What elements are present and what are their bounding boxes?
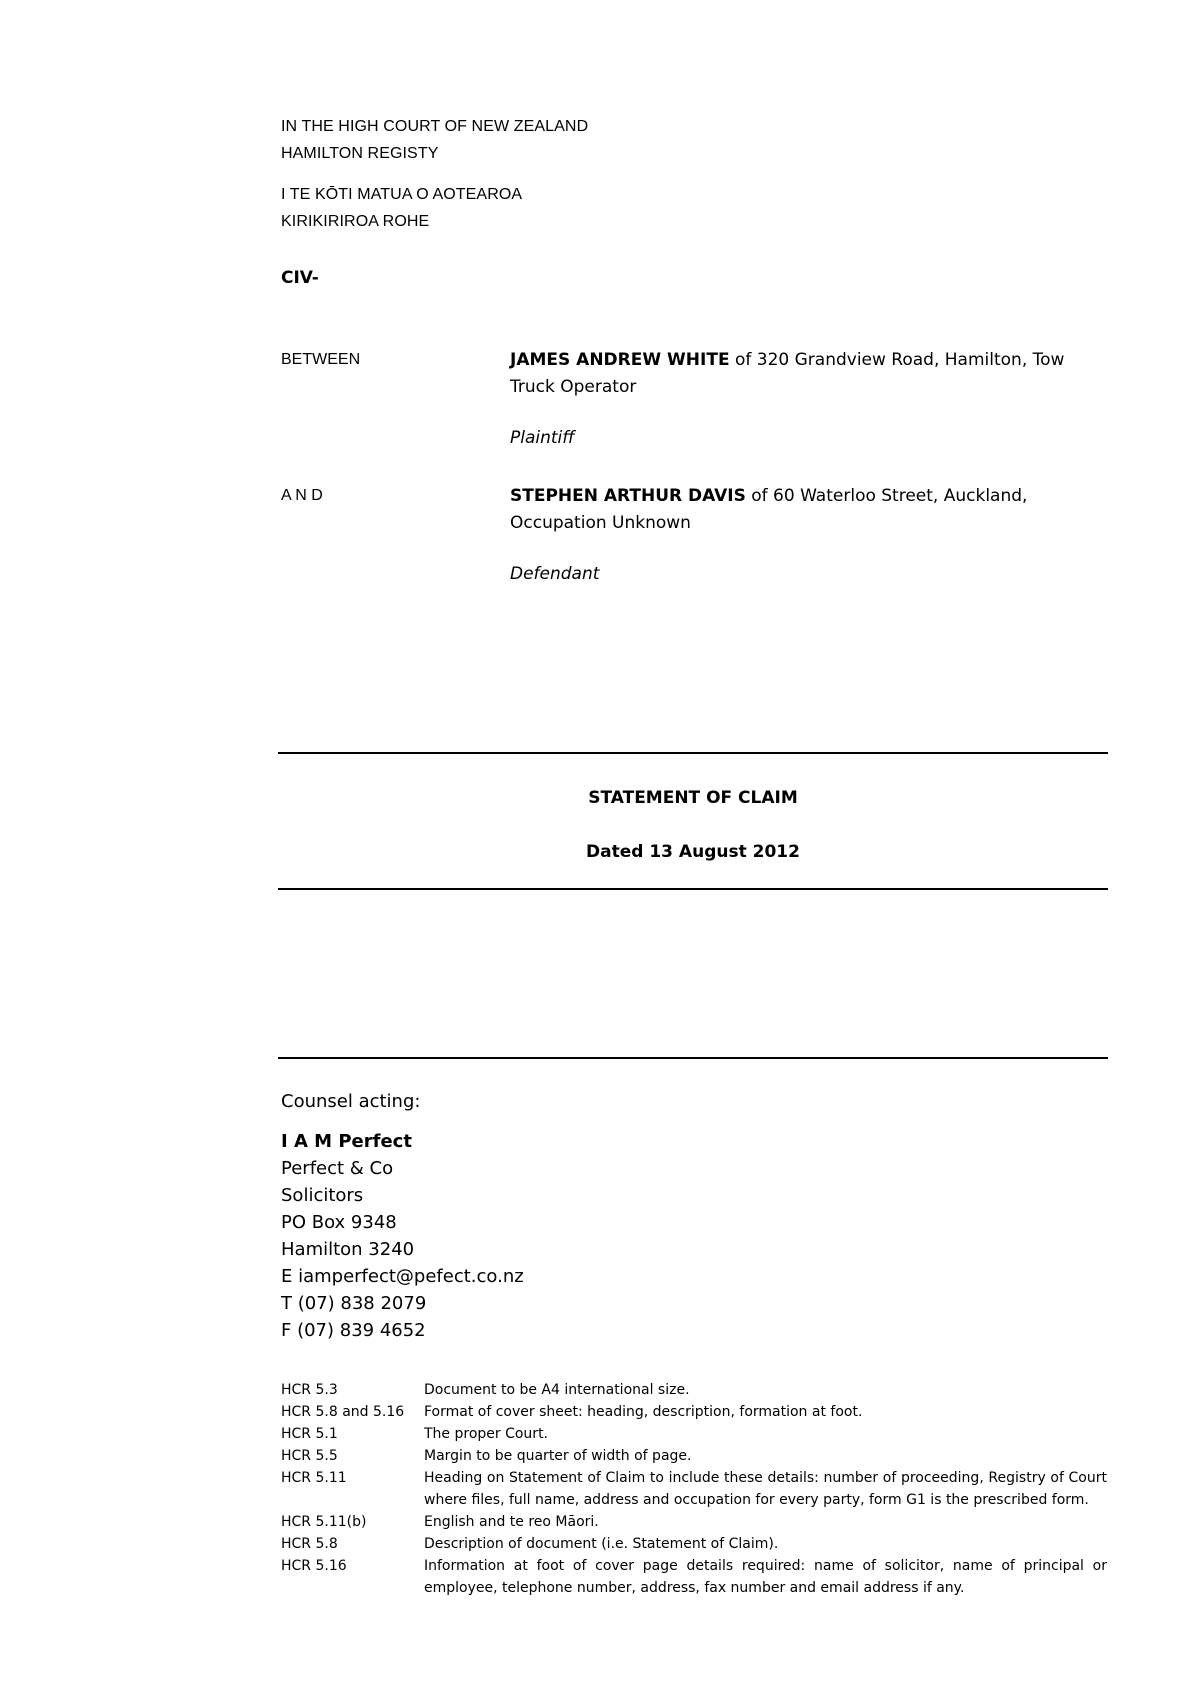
between-label: BETWEEN [281,351,361,368]
counsel-block [281,1088,524,1344]
rules-notes-table [281,1379,1107,1599]
rule-row [281,1379,1107,1401]
rule-ref: HCR 5.8 and 5.16 [281,1404,405,1420]
rule-row [281,1423,1107,1445]
counsel-heading: Counsel acting: [281,1091,421,1112]
plaintiff-name: JAMES ANDREW WHITE [510,350,730,370]
rule-text: The proper Court. [424,1426,549,1442]
rule-row [281,1401,1107,1423]
document-date: Dated 13 August 2012 [586,842,800,862]
counsel-city: Hamilton 3240 [281,1239,415,1260]
defendant-role: Defendant [510,564,600,584]
title-rule-bottom [278,888,1108,890]
rule-row [281,1533,1107,1555]
counsel-email: E iamperfect@pefect.co.nz [281,1266,524,1287]
counsel-fax: F (07) 839 4652 [281,1320,426,1341]
rule-ref: HCR 5.5 [281,1448,338,1464]
registry-maori: KIRIKIRIROA ROHE [281,213,430,230]
rule-ref: HCR 5.16 [281,1558,347,1574]
rule-ref: HCR 5.1 [281,1426,338,1442]
counsel-name: I A M Perfect [281,1131,412,1152]
counsel-role: Solicitors [281,1185,364,1206]
rule-ref: HCR 5.8 [281,1536,338,1552]
defendant-description [510,483,1100,537]
rule-ref: HCR 5.3 [281,1382,338,1398]
court-name-maori: I TE KŌTI MATUA O AOTEAROA [281,186,523,203]
proceeding-number: CIV- [281,268,319,288]
rule-row [281,1555,1107,1599]
rule-ref: HCR 5.11 [281,1470,347,1486]
counsel-po-box: PO Box 9348 [281,1212,397,1233]
and-label: A N D [281,487,323,504]
rule-text: Heading on Statement of Claim to include these details: number of proceeding, Registry of Court where files, full name, address and occupation for every party, form G1 is the prescribed form. [424,1470,1107,1508]
defendant-name: STEPHEN ARTHUR DAVIS [510,486,746,506]
rule-text: Document to be A4 international size. [424,1382,690,1398]
defendant-details: of 60 Waterloo Street, Auckland, Occupation Unknown [510,486,1028,533]
plaintiff-description [510,347,1100,401]
court-name-english: IN THE HIGH COURT OF NEW ZEALAND [281,118,589,135]
plaintiff-role: Plaintiff [510,428,575,448]
counsel-firm: Perfect & Co [281,1158,394,1179]
rule-row [281,1467,1107,1511]
plaintiff-details: of 320 Grandview Road, Hamilton, Tow Truck Operator [510,350,1065,397]
rule-text: Margin to be quarter of width of page. [424,1448,692,1464]
document-title: STATEMENT OF CLAIM [588,788,798,808]
rule-text: Information at foot of cover page details required: name of solicitor, name of principal or employee, telephone number, address, fax number and email address if any. [424,1558,1107,1596]
rule-ref: HCR 5.11(b) [281,1514,367,1530]
rule-text: Format of cover sheet: heading, description, formation at foot. [424,1404,863,1420]
rule-row [281,1445,1107,1467]
rule-text: English and te reo Māori. [424,1514,599,1530]
registry-english: HAMILTON REGISTY [281,145,439,162]
rule-row [281,1511,1107,1533]
counsel-phone: T (07) 838 2079 [281,1293,427,1314]
footer-rule [278,1057,1108,1059]
rule-text: Description of document (i.e. Statement of Claim). [424,1536,779,1552]
title-rule-top [278,752,1108,754]
